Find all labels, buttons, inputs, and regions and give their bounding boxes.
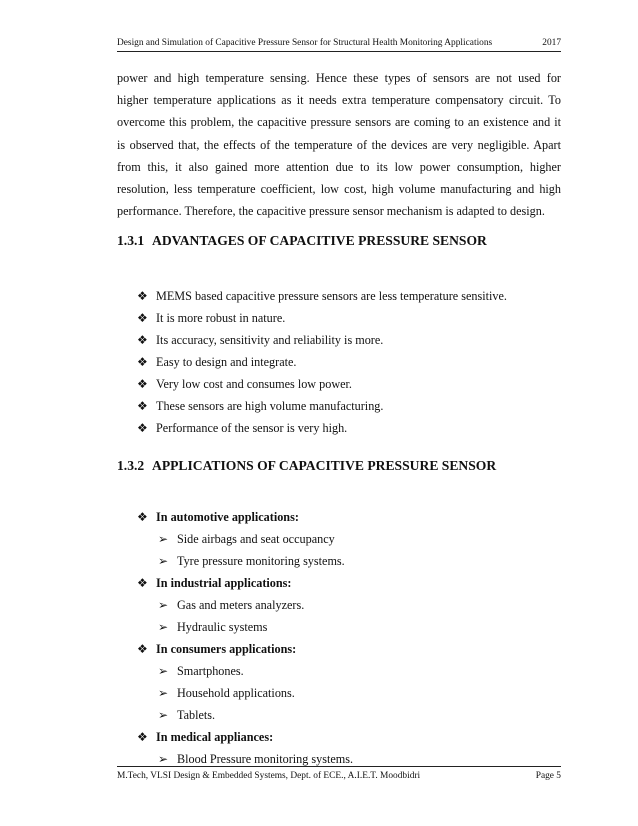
page-number: Page 5 [535,771,561,781]
diamond-bullet-icon: ❖ [137,642,148,656]
list-item [137,417,507,439]
category-label: In medical appliances: [156,730,274,744]
section-number: 1.3.1 [117,233,145,248]
arrow-bullet-icon: ➢ [158,708,169,722]
arrow-bullet-icon: ➢ [158,686,169,700]
paragraph-line: performance. Therefore, the capacitive pressure sensor mechanism is adapted to design. [117,204,545,219]
list-item [137,572,353,594]
list-item [137,594,353,616]
arrow-bullet-icon: ➢ [158,532,169,546]
list-item [137,506,353,528]
arrow-bullet-icon: ➢ [158,598,169,612]
list-item [137,285,507,307]
footer-text: M.Tech, VLSI Design & Embedded Systems, Dept. of ECE., A.I.E.T. Moodbidri [117,771,421,781]
list-item-text: Performance of the sensor is very high. [156,421,348,435]
section-heading-advantages [117,233,487,249]
page-header [117,38,561,52]
list-item [137,616,353,638]
paragraph-line: overcome this problem, the capacitive pressure sensors are coming to an existence and it [117,115,561,130]
list-item [137,704,353,726]
applications-list [137,506,353,770]
diamond-bullet-icon: ❖ [137,510,148,524]
list-item [137,307,507,329]
list-item [137,726,353,748]
diamond-bullet-icon: ❖ [137,355,148,369]
list-item-text: Gas and meters analyzers. [177,598,305,612]
list-item-text: MEMS based capacitive pressure sensors are less temperature sensitive. [156,289,507,303]
list-item-text: Easy to design and integrate. [156,355,297,369]
list-item-text: Very low cost and consumes low power. [156,377,352,391]
list-item-text: Tyre pressure monitoring systems. [177,554,345,568]
list-item-text: These sensors are high volume manufacturing. [156,399,384,413]
header-title: Design and Simulation of Capacitive Pressure Sensor for Structural Health Monitoring Applications [117,38,493,48]
list-item [137,528,353,550]
header-year: 2017 [542,38,561,48]
list-item [137,682,353,704]
category-label: In consumers applications: [156,642,297,656]
list-item-text: Hydraulic systems [177,620,268,634]
list-item [137,351,507,373]
arrow-bullet-icon: ➢ [158,752,169,766]
list-item-text: It is more robust in nature. [156,311,286,325]
paragraph-line: power and high temperature sensing. Hence these types of sensors are not used for [117,71,561,85]
body-paragraph [117,67,561,222]
list-item-text: Side airbags and seat occupancy [177,532,335,546]
paragraph-line: from this, it also gained more attention due to its low power consumption, higher [117,159,561,174]
page-footer [117,766,561,781]
diamond-bullet-icon: ❖ [137,333,148,347]
list-item [137,550,353,572]
list-item [137,395,507,417]
arrow-bullet-icon: ➢ [158,554,169,568]
list-item [137,329,507,351]
arrow-bullet-icon: ➢ [158,664,169,678]
section-number: 1.3.2 [117,458,145,473]
diamond-bullet-icon: ❖ [137,289,148,303]
list-item [137,638,353,660]
list-item-text: Smartphones. [177,664,244,678]
advantages-list [137,285,507,439]
section-title: APPLICATIONS OF CAPACITIVE PRESSURE SENSOR [152,458,497,473]
list-item-text: Household applications. [177,686,295,700]
diamond-bullet-icon: ❖ [137,421,148,435]
list-item-text: Tablets. [177,708,216,722]
paragraph-line: resolution, less temperature coefficient, low cost, high volume manufacturing and high [117,182,561,197]
diamond-bullet-icon: ❖ [137,576,148,590]
diamond-bullet-icon: ❖ [137,311,148,325]
list-item-text: Blood Pressure monitoring systems. [177,752,354,766]
list-item [137,660,353,682]
list-item-text: Its accuracy, sensitivity and reliability is more. [156,333,384,347]
section-title: ADVANTAGES OF CAPACITIVE PRESSURE SENSOR [152,233,487,248]
diamond-bullet-icon: ❖ [137,730,148,744]
category-label: In automotive applications: [156,510,299,524]
arrow-bullet-icon: ➢ [158,620,169,634]
paragraph-line: is observed that, the effects of the temperature of the devices are very negligible. Apart [117,137,561,152]
list-item [137,373,507,395]
paragraph-line: higher temperature applications as it needs extra temperature compensatory circuit. To [117,93,561,108]
diamond-bullet-icon: ❖ [137,377,148,391]
diamond-bullet-icon: ❖ [137,399,148,413]
category-label: In industrial applications: [156,576,292,590]
section-heading-applications [117,458,496,474]
